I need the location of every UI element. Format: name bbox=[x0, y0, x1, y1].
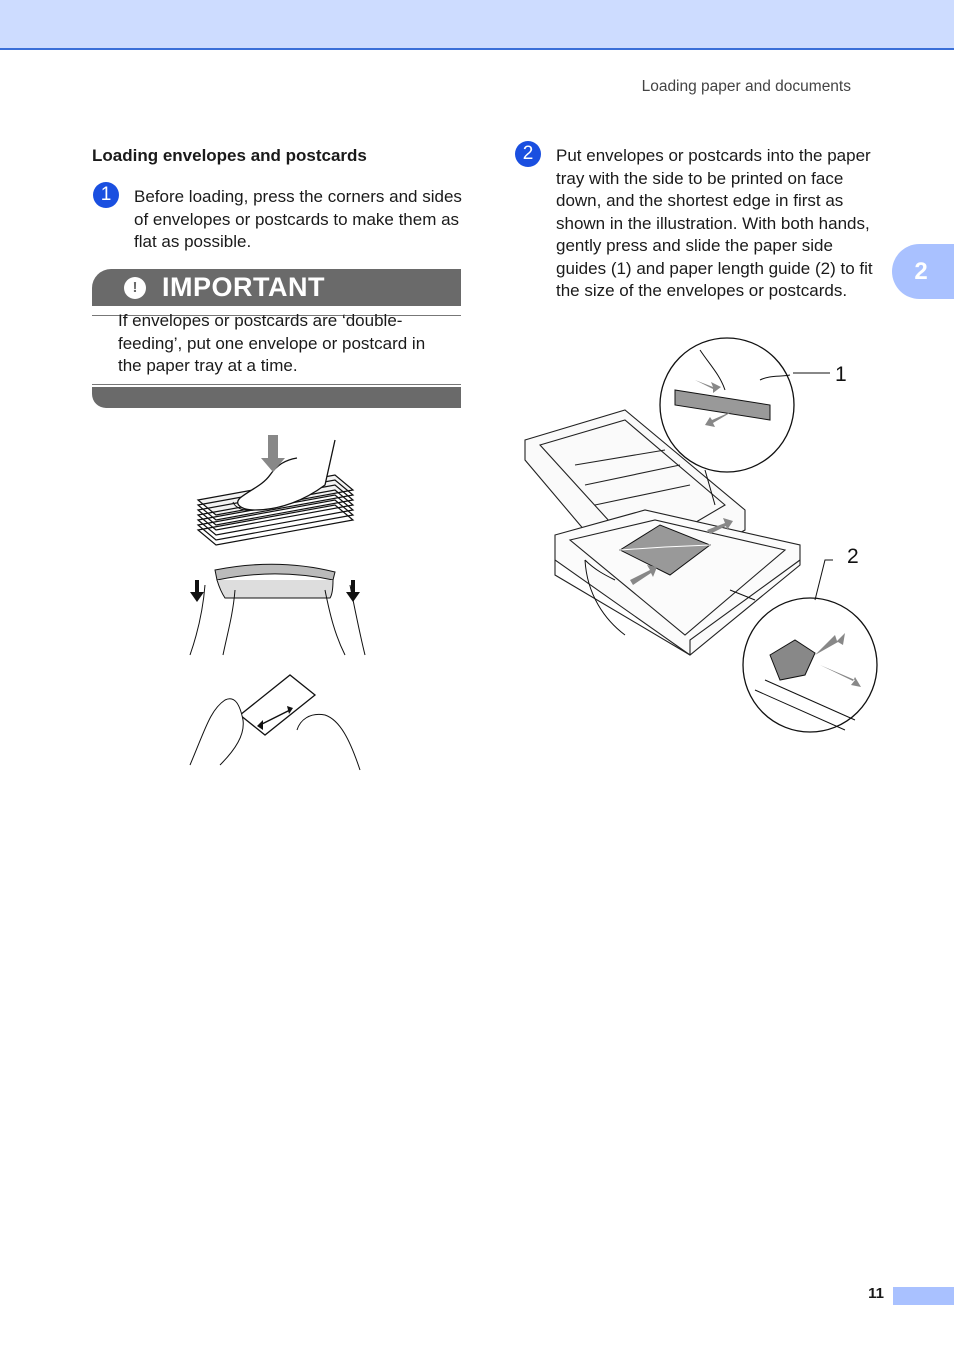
important-text: If envelopes or postcards are ‘double-feeding’, put one envelope or postcard in the paper tray at a time. bbox=[118, 311, 426, 375]
step-2-text: Put envelopes or postcards into the paper tray with the side to be printed on face down, and the shortest edge in first as shown in the illustration. With both hands, gently press and slide the paper side guides (1) and paper length guide (2) to fit the size of the envelopes or postcards. bbox=[556, 146, 873, 300]
running-header: Loading paper and documents bbox=[641, 78, 851, 95]
important-footer-bar bbox=[92, 387, 461, 408]
step-1-marker: 1 bbox=[93, 182, 119, 208]
important-rule-bottom bbox=[92, 384, 461, 385]
page-number: 11 bbox=[868, 1285, 884, 1302]
important-title: IMPORTANT bbox=[162, 272, 325, 302]
exclamation-icon: ! bbox=[124, 277, 146, 299]
important-box bbox=[92, 269, 461, 409]
page-number-tab bbox=[893, 1287, 954, 1305]
important-header bbox=[92, 269, 461, 306]
step-1-text: Before loading, press the corners and sides of envelopes or postcards to make them as flat as possible. bbox=[134, 187, 462, 251]
section-title: Loading envelopes and postcards bbox=[92, 146, 367, 165]
chapter-tab[interactable]: 2 bbox=[892, 244, 954, 299]
envelope-flattening-illustration bbox=[185, 430, 375, 780]
callout-2: 2 bbox=[847, 545, 859, 568]
step-2-marker: 2 bbox=[515, 141, 541, 167]
top-color-band bbox=[0, 0, 954, 50]
callout-1: 1 bbox=[835, 363, 847, 386]
paper-tray-illustration bbox=[515, 335, 890, 740]
